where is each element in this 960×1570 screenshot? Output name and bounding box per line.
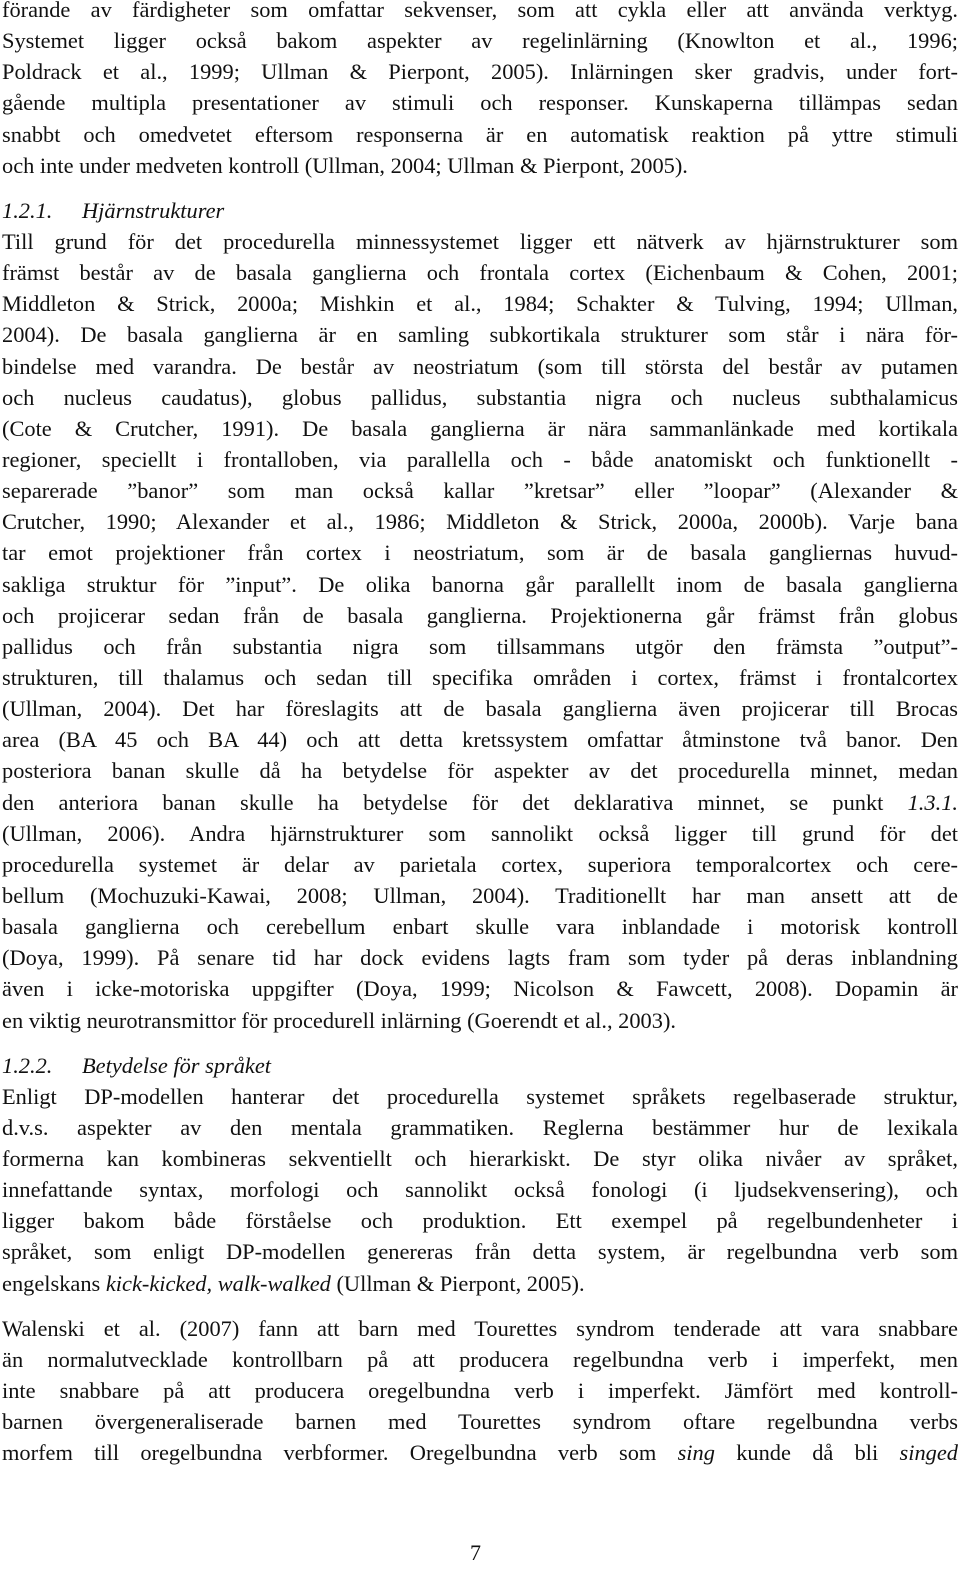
- text-span: morfem till oregelbundna verbformer. Oregelbundna verb som: [2, 1440, 678, 1466]
- section-heading-1-2-1: [2, 195, 958, 226]
- text-line: språket, som enligt DP-modellen genereras från detta system, är regelbundna verb som: [2, 1239, 958, 1265]
- text-span: (Ullman & Pierpont, 2005).: [330, 1270, 585, 1296]
- text-line: (Cote & Crutcher, 1991). De basala ganglierna är nära sammanlänkade med kortikala: [2, 415, 958, 441]
- text-line: 2004). De basala ganglierna är en samling subkortikala strukturer som står i nära för-: [2, 322, 958, 348]
- text-line: och inte under medveten kontroll (Ullman, 2004; Ullman & Pierpont, 2005).: [2, 152, 688, 178]
- text-line: procedurella systemet är delar av parietala cortex, superiora temporalcortex och cere-: [2, 851, 958, 877]
- text-line: area (BA 45 och BA 44) och att detta kretssystem omfattar åtminstone två banor. Den: [2, 727, 958, 753]
- text-line: Systemet ligger också bakom aspekter av regelinlärning (Knowlton et al., 1996;: [2, 28, 958, 54]
- text-line: förande av färdigheter som omfattar sekvenser, som att cykla eller att använda verktyg.: [2, 0, 958, 22]
- text-line: (Doya, 1999). På senare tid har dock evidens lagts fram som tyder på deras inblandning: [2, 945, 958, 971]
- document-page: [2, 0, 958, 1468]
- paragraph-hjarnstrukturer: [2, 226, 958, 1036]
- text-line: [2, 1268, 958, 1299]
- section-number: 1.2.2.: [2, 1052, 53, 1078]
- text-line: snabbt och omedvetet eftersom responserna är en automatisk reaktion på yttre stimuli: [2, 121, 958, 147]
- text-line: Walenski et al. (2007) fann att barn med Tourettes syndrom tenderade att vara snabbare: [2, 1315, 958, 1341]
- text-line: posteriora banan skulle då ha betydelse för aspekter av det procedurella minnet, medan: [2, 758, 958, 784]
- paragraph-walenski: [2, 1313, 958, 1469]
- section-reference: 1.3.1.: [907, 789, 958, 815]
- text-span: den anteriora banan skulle ha betydelse för det deklarativa minnet, se punkt: [2, 789, 908, 815]
- example-verb: singed: [899, 1440, 958, 1466]
- text-line: Poldrack et al., 1999; Ullman & Pierpont, 2005). Inlärningen sker gradvis, under fort-: [2, 59, 958, 85]
- text-line: bellum (Mochuzuki-Kawai, 2008; Ullman, 2004). Traditionellt har man ansett att de: [2, 882, 958, 908]
- text-line: och projicerar sedan från de basala ganglierna. Projektionerna går främst från globus: [2, 602, 958, 628]
- text-line: bindelse med varandra. De består av neostriatum (som till största del består av putamen: [2, 353, 958, 379]
- text-line: Crutcher, 1990; Alexander et al., 1986; Middleton & Strick, 2000a, 2000b). Varje bana: [2, 509, 958, 535]
- example-verbs: kick-kicked, walk-walked: [105, 1270, 331, 1296]
- text-line: ligger bakom både förståelse och produktion. Ett exempel på regelbundenheter i: [2, 1208, 958, 1234]
- paragraph-betydelse: [2, 1081, 958, 1299]
- text-line: och nucleus caudatus), globus pallidus, substantia nigra och nucleus subthalamicus: [2, 384, 958, 410]
- text-line: främst består av de basala ganglierna och frontala cortex (Eichenbaum & Cohen, 2001;: [2, 260, 958, 286]
- text-line: en viktig neurotransmittor för procedurell inlärning (Goerendt et al., 2003).: [2, 1007, 677, 1033]
- section-heading-1-2-2: [2, 1050, 958, 1081]
- section-title: Betydelse för språket: [82, 1052, 272, 1078]
- text-line: inte snabbare på att producera oregelbundna verb i imperfekt. Jämfört med kontroll-: [2, 1378, 958, 1404]
- text-line: gående multipla presentationer av stimuli och responser. Kunskaperna tillämpas sedan: [2, 90, 958, 116]
- text-line: barnen övergeneraliserade barnen med Tourettes syndrom oftare regelbundna verbs: [2, 1409, 958, 1435]
- paragraph-intro: [2, 0, 958, 181]
- text-line: sakliga struktur för ”input”. De olika banorna går parallellt inom de basala ganglierna: [2, 571, 958, 597]
- text-line: Middleton & Strick, 2000a; Mishkin et al., 1984; Schakter & Tulving, 1994; Ullman,: [2, 291, 958, 317]
- text-line: [2, 1437, 958, 1468]
- text-line: separerade ”banor” som man också kallar ”kretsar” eller ”loopar” (Alexander &: [2, 478, 958, 504]
- text-line: pallidus och från substantia nigra som tillsammans utgör den främsta ”output”-: [2, 633, 958, 659]
- example-verb: sing: [677, 1440, 715, 1466]
- text-line: Till grund för det procedurella minnessystemet ligger ett nätverk av hjärnstrukturer som: [2, 228, 958, 254]
- text-line: basala ganglierna och cerebellum enbart skulle vara inblandade i motorisk kontroll: [2, 914, 958, 940]
- text-span: engelskans: [2, 1270, 106, 1296]
- page-number: 7: [470, 1540, 481, 1565]
- section-title: Hjärnstrukturer: [82, 197, 225, 223]
- text-line: tar emot projektioner från cortex i neostriatum, som är de basala gangliernas huvud-: [2, 540, 958, 566]
- text-line: (Ullman, 2006). Andra hjärnstrukturer som sannolikt också ligger till grund för det: [2, 820, 958, 846]
- text-line: regioner, speciellt i frontalloben, via parallella och - både anatomiskt och funktionellt -: [2, 446, 958, 472]
- text-line: innefattande syntax, morfologi och sannolikt också fonologi (i ljudsekvensering), och: [2, 1177, 958, 1203]
- text-line: [2, 787, 958, 818]
- section-number: 1.2.1.: [2, 197, 53, 223]
- text-line: (Ullman, 2004). Det har föreslagits att de basala ganglierna även projicerar till Brocas: [2, 696, 958, 722]
- text-line: d.v.s. aspekter av den mentala grammatiken. Reglerna bestämmer hur de lexikala: [2, 1114, 958, 1140]
- text-span: kunde då bli: [714, 1440, 900, 1466]
- text-line: formerna kan kombineras sekventiellt och hierarkiskt. De styr olika nivåer av språket,: [2, 1146, 958, 1172]
- text-line: Enligt DP-modellen hanterar det procedurella systemet språkets regelbaserade struktur,: [2, 1083, 958, 1109]
- text-line: strukturen, till thalamus och sedan till specifika områden i cortex, främst i frontalcortex: [2, 664, 958, 690]
- text-line: även i icke-motoriska uppgifter (Doya, 1999; Nicolson & Fawcett, 2008). Dopamin är: [2, 976, 958, 1002]
- text-line: än normalutvecklade kontrollbarn på att producera regelbundna verb i imperfekt, men: [2, 1346, 958, 1372]
